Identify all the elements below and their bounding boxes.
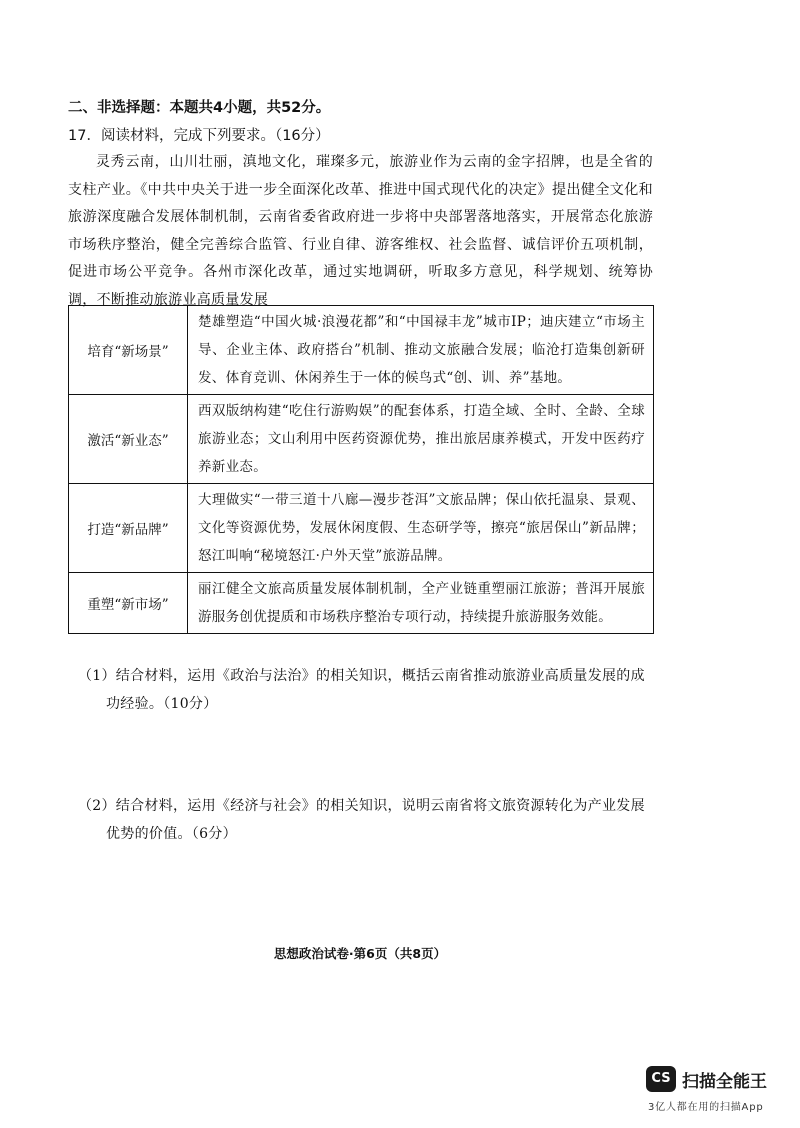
page-footer: 思想政治试卷·第6页（共8页） [273, 946, 447, 961]
table-row [69, 573, 654, 634]
sub-question-1-line1: （1）结合材料，运用《政治与法治》的相关知识，概括云南省推动旅游业高质量发展的成 [78, 668, 645, 684]
watermark-tagline: 3亿人都在用的扫描App [648, 1102, 764, 1113]
row-label: 打造“新品牌” [69, 484, 188, 573]
material-table [68, 305, 654, 634]
sub-question-1-line2: 功经验。（10分） [106, 696, 218, 712]
row-content: 大理做实“一带三道十八廊—漫步苍洱”文旅品牌；保山依托温泉、景观、文化等资源优势，发展休闲度假、生态研学等，擦亮“旅居保山”新品牌；怒江叫响“秘境怒江·户外天堂”旅游品牌。 [188, 484, 654, 573]
question-intro-paragraph: 灵秀云南，山川壮丽，滇地文化，璀璨多元，旅游业作为云南的金字招牌，也是全省的支柱产业。《中共中央关于进一步全面深化改革、推进中国式现代化的决定》提出健全文化和旅游深度融合发展体制机制，云南省委省政府进一步将中央部署落地落实，开展常态化旅游市场秩序整治，健全完善综合监管、行业自律、游客维权、社会监督、诚信评价五项机制，促进市场公平竞争。各州市深化改革，通过实地调研，听取多方意见，科学规划、统筹协调，不断推动旅游业高质量发展 [68, 154, 653, 308]
sub-question-1 [78, 662, 656, 718]
sub-question-2 [78, 792, 656, 848]
scanner-watermark [646, 1066, 794, 1116]
table-row [69, 395, 654, 484]
question-header: 17．阅读材料，完成下列要求。（16分） [68, 128, 330, 144]
table-row [69, 484, 654, 573]
sub-question-2-line1: （2）结合材料，运用《经济与社会》的相关知识，说明云南省将文旅资源转化为产业发展 [78, 798, 645, 814]
section-heading: 二、非选择题：本题共4小题，共52分。 [68, 100, 331, 116]
table-row [69, 306, 654, 395]
camscanner-logo-icon: CS [646, 1066, 676, 1092]
row-content: 丽江健全文旅高质量发展体制机制，全产业链重塑丽江旅游；普洱开展旅游服务创优提质和市场秩序整治专项行动，持续提升旅游服务效能。 [188, 573, 654, 634]
row-label: 培育“新场景” [69, 306, 188, 395]
watermark-app-name: 扫描全能王 [682, 1072, 767, 1092]
row-content: 楚雄塑造“中国火城·浪漫花都”和“中国禄丰龙”城市IP；迪庆建立“市场主导、企业主体、政府搭台”机制、推动文旅融合发展；临沧打造集创新研发、体育竞训、休闲养生于一体的候鸟式“创、训、养”基地。 [188, 306, 654, 395]
row-label: 激活“新业态” [69, 395, 188, 484]
sub-question-2-line2: 优势的价值。（6分） [106, 826, 237, 842]
row-label: 重塑“新市场” [69, 573, 188, 634]
row-content: 西双版纳构建“吃住行游购娱”的配套体系，打造全域、全时、全龄、全球旅游业态；文山利用中医药资源优势，推出旅居康养模式，开发中医药疗养新业态。 [188, 395, 654, 484]
